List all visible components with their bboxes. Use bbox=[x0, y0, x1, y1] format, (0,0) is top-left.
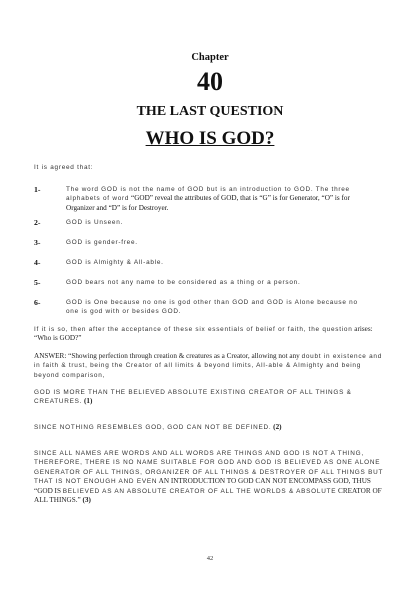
list-item bbox=[34, 218, 362, 227]
list-item-text: GOD is Unseen. bbox=[66, 219, 124, 226]
chapter-number: 40 bbox=[197, 67, 223, 96]
list-item-text: GOD is gender-free. bbox=[66, 239, 138, 246]
list-item-number: 4- bbox=[34, 258, 41, 267]
list-item-number: 6- bbox=[34, 298, 41, 307]
chapter-subtitle: THE LAST QUESTION bbox=[136, 104, 284, 119]
answer-paragraph bbox=[34, 352, 384, 380]
list-item-text: GOD bears not any name to be considered as a thing or a person. bbox=[66, 279, 301, 286]
page-number: 42 bbox=[206, 555, 214, 562]
list-item-text: The word GOD is not the name of GOD but is an introduction to GOD. The three alphabets of word bbox=[66, 186, 350, 203]
list-item bbox=[34, 298, 362, 317]
chapter-title: WHO IS GOD? bbox=[145, 128, 275, 149]
answer-text: ANSWER: “Showing perfection through creation & creatures as a Creator, allowing not any bbox=[34, 352, 300, 360]
paragraph-3-text: SINCE ALL NAMES ARE WORDS AND ALL WORDS ARE THINGS AND GOD IS NOT A THING, THEREFORE, THERE IS NO NAME SUITABLE FOR GOD AND GOD IS BELIEVED AS ONE ALONE GENERATOR OF ALL THINGS, ORGANIZER OF ALL THINGS & DESTROYER OF ALL THINGS BUT THAT IS NOT ENOUGH AND EVEN bbox=[34, 450, 383, 486]
intro-text: It is agreed that: bbox=[34, 164, 94, 171]
list-item-number: 5- bbox=[34, 278, 41, 287]
list-item-number: 1- bbox=[34, 185, 41, 194]
list-item bbox=[34, 278, 362, 287]
list-item bbox=[34, 238, 362, 247]
paragraph-3 bbox=[34, 449, 384, 505]
list-item-text: GOD is One because no one is god other than GOD and GOD is Alone because no one is god with or besides GOD. bbox=[66, 299, 358, 316]
paragraph-2-ref: (2) bbox=[273, 423, 282, 431]
list-item-text-cont: “GOD” reveal the attributes of GOD, that is “G” is for Generator, “O” is for Organizer and “D” is for Destroyer. bbox=[66, 194, 350, 212]
list-item-number: 2- bbox=[34, 218, 41, 227]
list-item bbox=[34, 258, 362, 267]
paragraph-2-text: SINCE NOTHING RESEMBLES GOD, GOD CAN NOT BE DEFINED. bbox=[34, 424, 272, 431]
paragraph-3-text-d: CREATOR OF ALL THINGS.” bbox=[34, 486, 382, 505]
question-text-cont: arises: “Who is GOD?” bbox=[34, 325, 373, 343]
question-text: If it is so, then after the acceptance of these six essentials of belief or faith, the question bbox=[34, 326, 353, 333]
question-paragraph bbox=[34, 325, 384, 344]
paragraph-3-ref: (3) bbox=[82, 496, 91, 505]
paragraph-1-text: GOD IS MORE THAN THE BELIEVED ABSOLUTE EXISTING CREATOR OF ALL THINGS & CREATURES. bbox=[34, 389, 352, 406]
paragraph-1-ref: (1) bbox=[84, 397, 93, 406]
chapter-label: Chapter bbox=[191, 52, 229, 63]
paragraph-2 bbox=[34, 423, 384, 432]
answer-text-cont: doubt in existence and in faith & trust, being the Creator of all limits & beyond limits, All-able & Almighty and being beyond comparison, bbox=[34, 353, 383, 379]
paragraph-3-text-c: BELIEVED AS AN ABSOLUTE CREATOR OF ALL THE WORLDS & ABSOLUTE bbox=[62, 487, 337, 495]
paragraph-1 bbox=[34, 388, 384, 407]
list-item bbox=[34, 185, 362, 213]
list-item-number: 3- bbox=[34, 238, 41, 247]
list-item-text: GOD is Almighty & All-able. bbox=[66, 259, 164, 266]
paragraph-3-text-b: AN INTRODUCTION TO GOD CAN NOT ENCOMPASS GOD, THUS “GOD IS bbox=[34, 477, 371, 495]
